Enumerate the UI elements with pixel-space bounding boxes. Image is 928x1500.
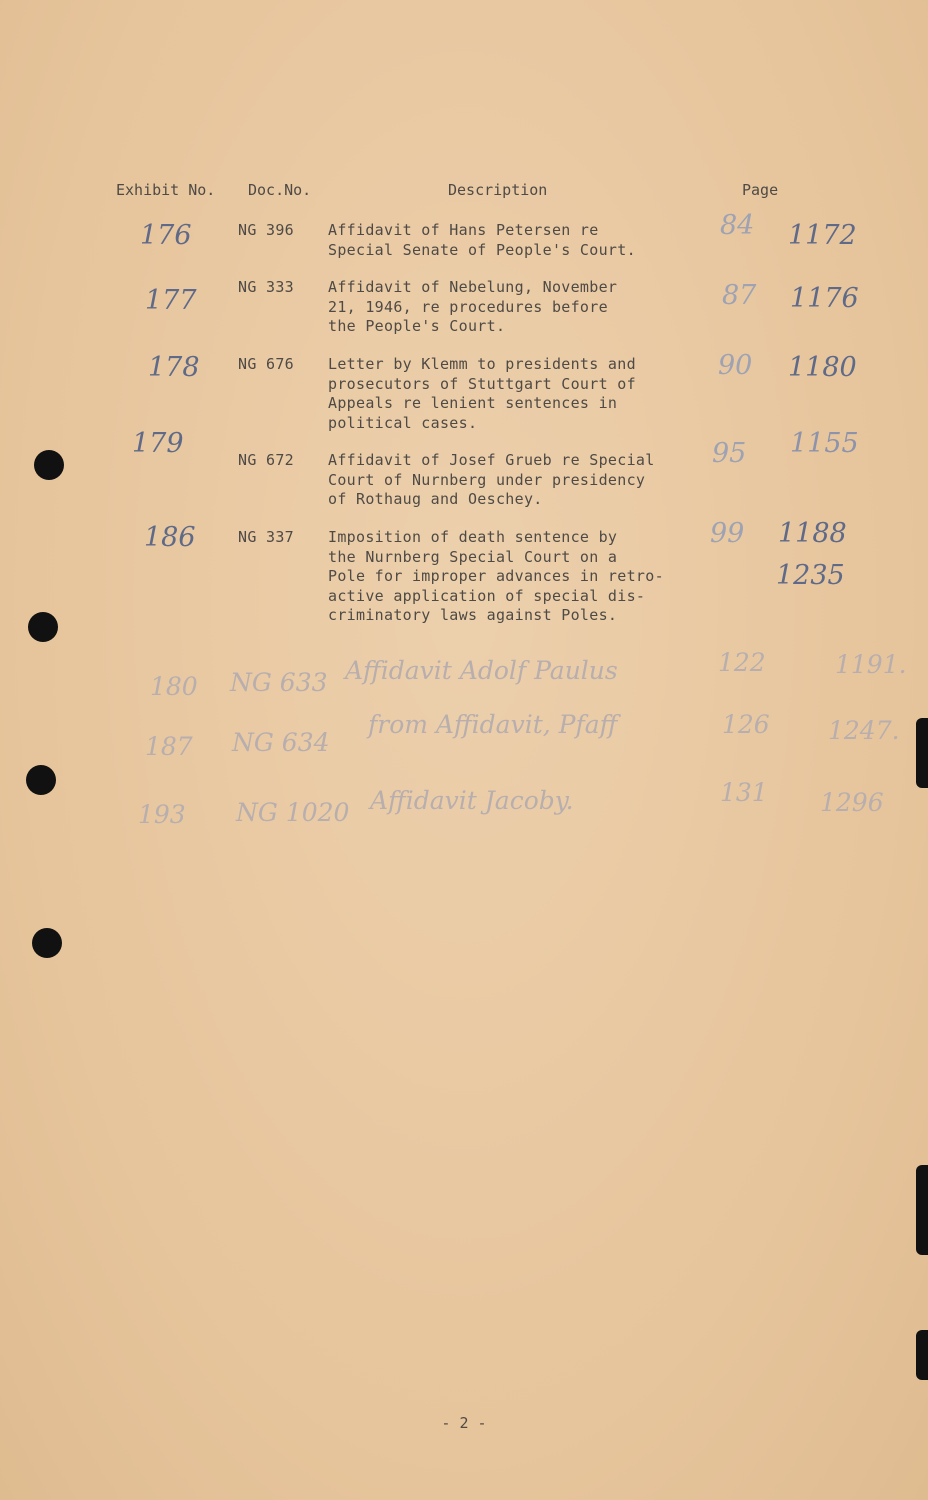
page-number-original: 126 xyxy=(722,710,770,739)
exhibit-number: 179 xyxy=(132,428,184,459)
page-number-original: 99 xyxy=(710,518,745,549)
page-number: 1180 xyxy=(788,352,857,383)
doc-number: NG 676 xyxy=(238,355,294,373)
header-description: Description xyxy=(448,181,548,199)
row-description: from Affidavit, Pfaff xyxy=(368,710,618,739)
exhibit-number: 193 xyxy=(138,800,186,829)
page-number: 1172 xyxy=(788,220,857,251)
row-description: Affidavit Adolf Paulus xyxy=(345,656,618,685)
punch-hole xyxy=(34,450,64,480)
doc-number: NG 333 xyxy=(238,278,294,296)
edge-mark xyxy=(916,1330,928,1380)
page-number: 1155 xyxy=(790,428,859,459)
page-number: 1296 xyxy=(820,788,884,817)
row-description: Affidavit of Hans Petersen re Special Senate of People's Court. xyxy=(328,221,636,259)
page-number: 1188 xyxy=(778,518,847,549)
doc-number: NG 634 xyxy=(232,728,330,757)
row-description: Affidavit Jacoby. xyxy=(370,786,574,815)
exhibit-number: 187 xyxy=(145,732,193,761)
page-number: 1247. xyxy=(828,716,900,745)
header-doc-no: Doc.No. xyxy=(248,181,312,199)
punch-hole xyxy=(26,765,56,795)
exhibit-number: 177 xyxy=(145,285,197,316)
header-exhibit-no: Exhibit No. xyxy=(116,181,216,199)
doc-number: NG 672 xyxy=(238,451,294,469)
page-number-original: 95 xyxy=(712,438,747,469)
edge-mark xyxy=(916,718,928,788)
doc-number: NG 396 xyxy=(238,221,294,239)
page-number-original: 84 xyxy=(720,210,755,241)
row-description: Affidavit of Josef Grueb re Special Court of Nurnberg under presidency of Rothaug and Oeschey. xyxy=(328,451,655,508)
doc-number: NG 633 xyxy=(230,668,328,697)
exhibit-number: 186 xyxy=(144,522,196,553)
page-number: 1191. xyxy=(835,650,907,679)
page-number-footer: - 2 - xyxy=(441,1414,487,1432)
page-number-original: 87 xyxy=(722,280,757,311)
page-number-original: 90 xyxy=(718,350,753,381)
header-page: Page xyxy=(742,181,779,199)
edge-mark xyxy=(916,1165,928,1255)
doc-number: NG 1020 xyxy=(236,798,350,827)
punch-hole xyxy=(32,928,62,958)
exhibit-number: 180 xyxy=(150,672,198,701)
exhibit-number: 178 xyxy=(148,352,200,383)
page-number-second: 1235 xyxy=(776,560,845,591)
punch-hole xyxy=(28,612,58,642)
page-number-original: 131 xyxy=(720,778,768,807)
page-number-original: 122 xyxy=(718,648,766,677)
row-description: Affidavit of Nebelung, November 21, 1946, re procedures before the People's Court. xyxy=(328,278,618,335)
row-description: Imposition of death sentence by the Nurnberg Special Court on a Pole for improper advances in retro- active application of special dis- criminatory laws against Poles. xyxy=(328,528,664,624)
page-number: 1176 xyxy=(790,283,859,314)
doc-number: NG 337 xyxy=(238,528,294,546)
row-description: Letter by Klemm to presidents and prosecutors of Stuttgart Court of Appeals re lenient sentences in political cases. xyxy=(328,355,636,432)
exhibit-number: 176 xyxy=(140,220,192,251)
